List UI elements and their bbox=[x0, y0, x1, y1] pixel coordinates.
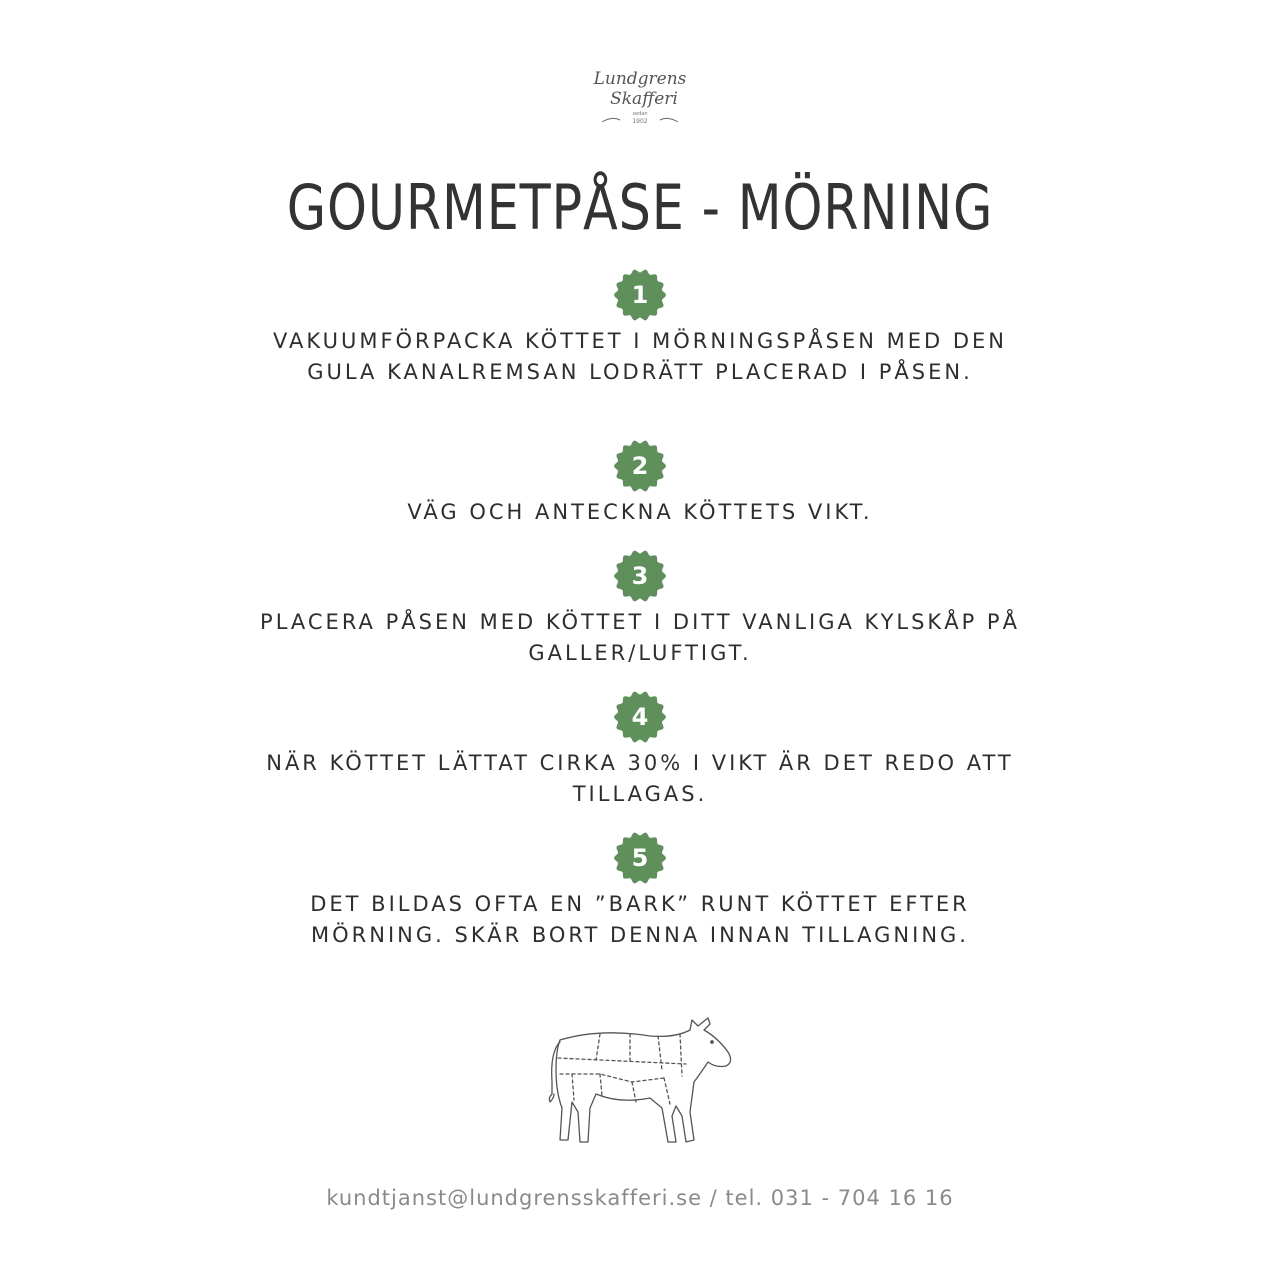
step-4-badge bbox=[614, 691, 666, 743]
brand-logo bbox=[590, 62, 690, 132]
step-3-badge bbox=[614, 550, 666, 602]
brand-logo-line2: Skafferi bbox=[610, 89, 678, 109]
step-3-text: PLACERA PÅSEN MED KÖTTET I DITT VANLIGA KYLSKÅP PÅ GALLER/LUFTIGT. bbox=[260, 610, 1020, 665]
cow-cuts-icon bbox=[540, 1012, 740, 1152]
step-5-badge bbox=[614, 832, 666, 884]
step-2-number: 2 bbox=[631, 452, 649, 480]
footer-contact: kundtjanst@lundgrensskafferi.se / tel. 031 - 704 16 16 bbox=[326, 1186, 954, 1210]
step-4-number: 4 bbox=[631, 703, 649, 731]
step-1-number: 1 bbox=[631, 281, 649, 309]
page-title: GOURMETPÅSE - MÖRNING bbox=[286, 171, 994, 244]
step-5-text: DET BILDAS OFTA EN ”BARK” RUNT KÖTTET EFTER MÖRNING. SKÄR BORT DENNA INNAN TILLAGNING. bbox=[310, 892, 970, 947]
step-2-badge bbox=[614, 440, 666, 492]
step-1-badge bbox=[614, 269, 666, 321]
step-3-number: 3 bbox=[631, 562, 649, 590]
step-2-text: VÄG OCH ANTECKNA KÖTTETS VIKT. bbox=[407, 500, 873, 524]
brand-logo-since: sedan bbox=[632, 111, 648, 117]
brand-logo-line1: Lundgrens bbox=[593, 69, 687, 89]
step-5-number: 5 bbox=[631, 844, 649, 872]
step-1-text: VAKUUMFÖRPACKA KÖTTET I MÖRNINGSPÅSEN MED DEN GULA KANALREMSAN LODRÄTT PLACERAD I PÅSEN. bbox=[272, 329, 1007, 384]
brand-logo-year: 1902 bbox=[632, 118, 648, 125]
step-4-text: NÄR KÖTTET LÄTTAT CIRKA 30% I VIKT ÄR DET REDO ATT TILLAGAS. bbox=[266, 751, 1014, 806]
